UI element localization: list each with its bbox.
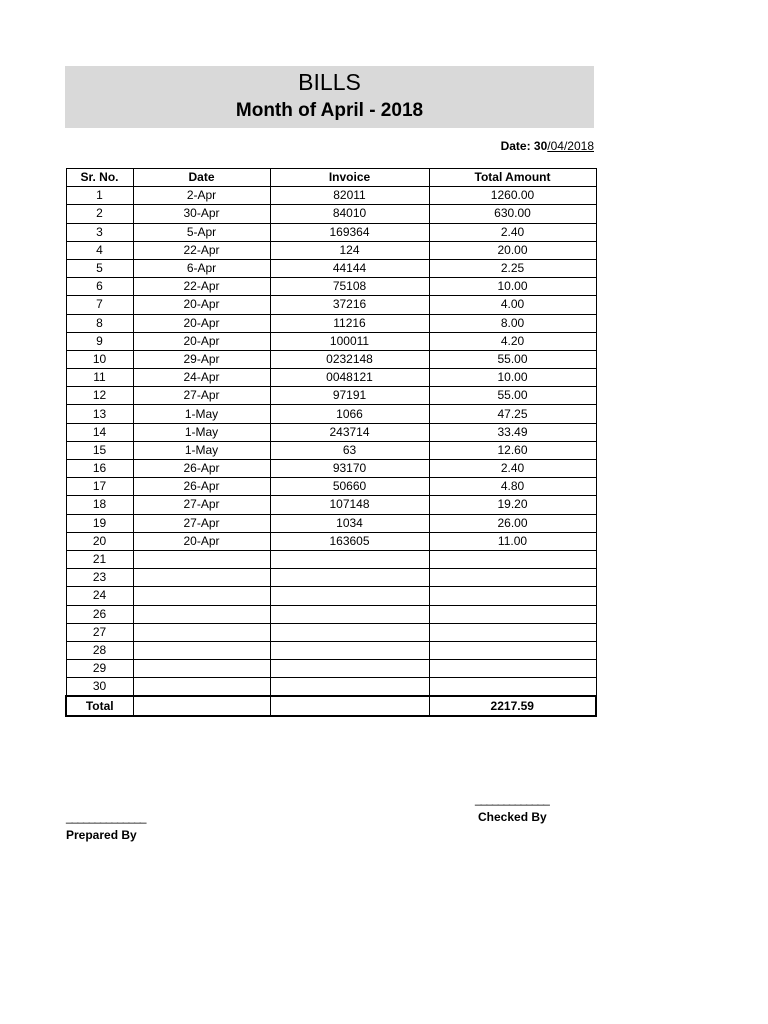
total-date-cell [133, 696, 270, 716]
date-label: Date: 30 [500, 139, 548, 153]
invoice-cell: 243714 [270, 423, 429, 441]
invoice-cell [270, 623, 429, 641]
invoice-cell: 11216 [270, 314, 429, 332]
table-row [66, 550, 596, 568]
date-cell [133, 623, 270, 641]
date-cell: 29-Apr [133, 350, 270, 368]
bills-table [65, 168, 597, 717]
table-row [66, 387, 596, 405]
table-row [66, 332, 596, 350]
date-cell [133, 550, 270, 568]
sr-no-cell: 11 [66, 369, 133, 387]
prepared-by-label: Prepared By [66, 828, 137, 842]
invoice-cell [270, 678, 429, 697]
table-row [66, 205, 596, 223]
invoice-cell [270, 605, 429, 623]
amount-cell: 47.25 [429, 405, 596, 423]
total-amount: 2217.59 [429, 696, 596, 716]
date-cell [133, 678, 270, 697]
amount-cell [429, 660, 596, 678]
amount-cell: 1260.00 [429, 187, 596, 205]
table-row [66, 478, 596, 496]
checked-by-label: Checked By [478, 810, 547, 824]
table-row [66, 259, 596, 277]
invoice-cell: 107148 [270, 496, 429, 514]
amount-cell: 11.00 [429, 532, 596, 550]
invoice-cell: 124 [270, 241, 429, 259]
page-subtitle: Month of April - 2018 [235, 100, 424, 121]
invoice-cell: 63 [270, 441, 429, 459]
date-cell: 26-Apr [133, 478, 270, 496]
invoice-cell [270, 660, 429, 678]
invoice-cell: 0232148 [270, 350, 429, 368]
sr-no-cell: 21 [66, 550, 133, 568]
amount-cell: 19.20 [429, 496, 596, 514]
sr-no-cell: 15 [66, 441, 133, 459]
invoice-cell: 0048121 [270, 369, 429, 387]
sr-no-cell: 29 [66, 660, 133, 678]
sr-no-cell: 4 [66, 241, 133, 259]
amount-cell: 10.00 [429, 369, 596, 387]
date-cell: 2-Apr [133, 187, 270, 205]
sr-no-cell: 23 [66, 569, 133, 587]
sr-no-cell: 5 [66, 259, 133, 277]
date-cell: 22-Apr [133, 278, 270, 296]
amount-cell: 4.00 [429, 296, 596, 314]
table-row [66, 587, 596, 605]
date-cell [133, 569, 270, 587]
table-row [66, 496, 596, 514]
sr-no-cell: 12 [66, 387, 133, 405]
table-row [66, 641, 596, 659]
invoice-cell: 84010 [270, 205, 429, 223]
date-cell [133, 641, 270, 659]
table-row [66, 605, 596, 623]
amount-cell [429, 641, 596, 659]
table-row [66, 278, 596, 296]
invoice-cell: 1066 [270, 405, 429, 423]
sr-no-cell: 3 [66, 223, 133, 241]
date-cell [133, 605, 270, 623]
table-row [66, 369, 596, 387]
sr-no-cell: 17 [66, 478, 133, 496]
amount-cell: 630.00 [429, 205, 596, 223]
date-cell: 30-Apr [133, 205, 270, 223]
document-date [501, 139, 594, 153]
sr-no-cell: 16 [66, 460, 133, 478]
date-cell [133, 587, 270, 605]
amount-cell: 55.00 [429, 387, 596, 405]
invoice-cell [270, 641, 429, 659]
amount-cell: 33.49 [429, 423, 596, 441]
date-cell: 24-Apr [133, 369, 270, 387]
invoice-cell: 100011 [270, 332, 429, 350]
sr-no-cell: 18 [66, 496, 133, 514]
date-cell: 27-Apr [133, 496, 270, 514]
table-row [66, 423, 596, 441]
date-value: /04/2018 [547, 139, 594, 153]
sr-no-cell: 10 [66, 350, 133, 368]
column-header-total-amount: Total Amount [429, 169, 596, 187]
date-cell: 1-May [133, 423, 270, 441]
invoice-cell: 1034 [270, 514, 429, 532]
amount-cell [429, 550, 596, 568]
table-header-row [66, 169, 596, 187]
total-label: Total [66, 696, 133, 716]
table-row [66, 296, 596, 314]
invoice-cell: 163605 [270, 532, 429, 550]
page-title: BILLS [298, 69, 361, 95]
sr-no-cell: 24 [66, 587, 133, 605]
date-cell: 27-Apr [133, 387, 270, 405]
total-invoice-cell [270, 696, 429, 716]
sr-no-cell: 28 [66, 641, 133, 659]
sr-no-cell: 6 [66, 278, 133, 296]
header-banner [65, 66, 594, 128]
amount-cell [429, 587, 596, 605]
amount-cell [429, 569, 596, 587]
date-cell: 20-Apr [133, 314, 270, 332]
table-row [66, 350, 596, 368]
table-row [66, 241, 596, 259]
checked-by-line: _____________ [475, 792, 549, 806]
amount-cell: 20.00 [429, 241, 596, 259]
amount-cell: 2.40 [429, 223, 596, 241]
table-row [66, 660, 596, 678]
sr-no-cell: 26 [66, 605, 133, 623]
amount-cell: 4.20 [429, 332, 596, 350]
table-row [66, 514, 596, 532]
amount-cell: 2.40 [429, 460, 596, 478]
sr-no-cell: 8 [66, 314, 133, 332]
sr-no-cell: 30 [66, 678, 133, 697]
amount-cell: 4.80 [429, 478, 596, 496]
date-cell: 5-Apr [133, 223, 270, 241]
amount-cell: 55.00 [429, 350, 596, 368]
invoice-cell: 82011 [270, 187, 429, 205]
sr-no-cell: 7 [66, 296, 133, 314]
amount-cell [429, 605, 596, 623]
amount-cell: 12.60 [429, 441, 596, 459]
sr-no-cell: 9 [66, 332, 133, 350]
sr-no-cell: 13 [66, 405, 133, 423]
sr-no-cell: 19 [66, 514, 133, 532]
table-row [66, 460, 596, 478]
table-row [66, 569, 596, 587]
sr-no-cell: 1 [66, 187, 133, 205]
date-cell: 20-Apr [133, 532, 270, 550]
table-row [66, 532, 596, 550]
invoice-cell [270, 587, 429, 605]
invoice-cell: 44144 [270, 259, 429, 277]
table-row [66, 405, 596, 423]
total-row [66, 696, 596, 716]
table-row [66, 314, 596, 332]
invoice-cell: 169364 [270, 223, 429, 241]
column-header-invoice: Invoice [270, 169, 429, 187]
invoice-cell: 75108 [270, 278, 429, 296]
date-cell: 6-Apr [133, 259, 270, 277]
invoice-cell: 93170 [270, 460, 429, 478]
amount-cell [429, 623, 596, 641]
sr-no-cell: 20 [66, 532, 133, 550]
amount-cell: 10.00 [429, 278, 596, 296]
table-row [66, 187, 596, 205]
sr-no-cell: 27 [66, 623, 133, 641]
date-cell: 1-May [133, 405, 270, 423]
amount-cell: 2.25 [429, 259, 596, 277]
date-cell: 20-Apr [133, 296, 270, 314]
invoice-cell [270, 569, 429, 587]
sr-no-cell: 14 [66, 423, 133, 441]
amount-cell: 26.00 [429, 514, 596, 532]
invoice-cell: 37216 [270, 296, 429, 314]
column-header-sr-no: Sr. No. [66, 169, 133, 187]
date-cell: 22-Apr [133, 241, 270, 259]
table-row [66, 623, 596, 641]
sr-no-cell: 2 [66, 205, 133, 223]
prepared-by-line: ______________ [66, 810, 146, 824]
amount-cell: 8.00 [429, 314, 596, 332]
invoice-cell [270, 550, 429, 568]
date-cell: 26-Apr [133, 460, 270, 478]
date-cell: 20-Apr [133, 332, 270, 350]
invoice-cell: 97191 [270, 387, 429, 405]
date-cell: 27-Apr [133, 514, 270, 532]
column-header-date: Date [133, 169, 270, 187]
date-cell: 1-May [133, 441, 270, 459]
table-row [66, 441, 596, 459]
date-cell [133, 660, 270, 678]
table-row [66, 678, 596, 697]
invoice-cell: 50660 [270, 478, 429, 496]
amount-cell [429, 678, 596, 697]
table-row [66, 223, 596, 241]
